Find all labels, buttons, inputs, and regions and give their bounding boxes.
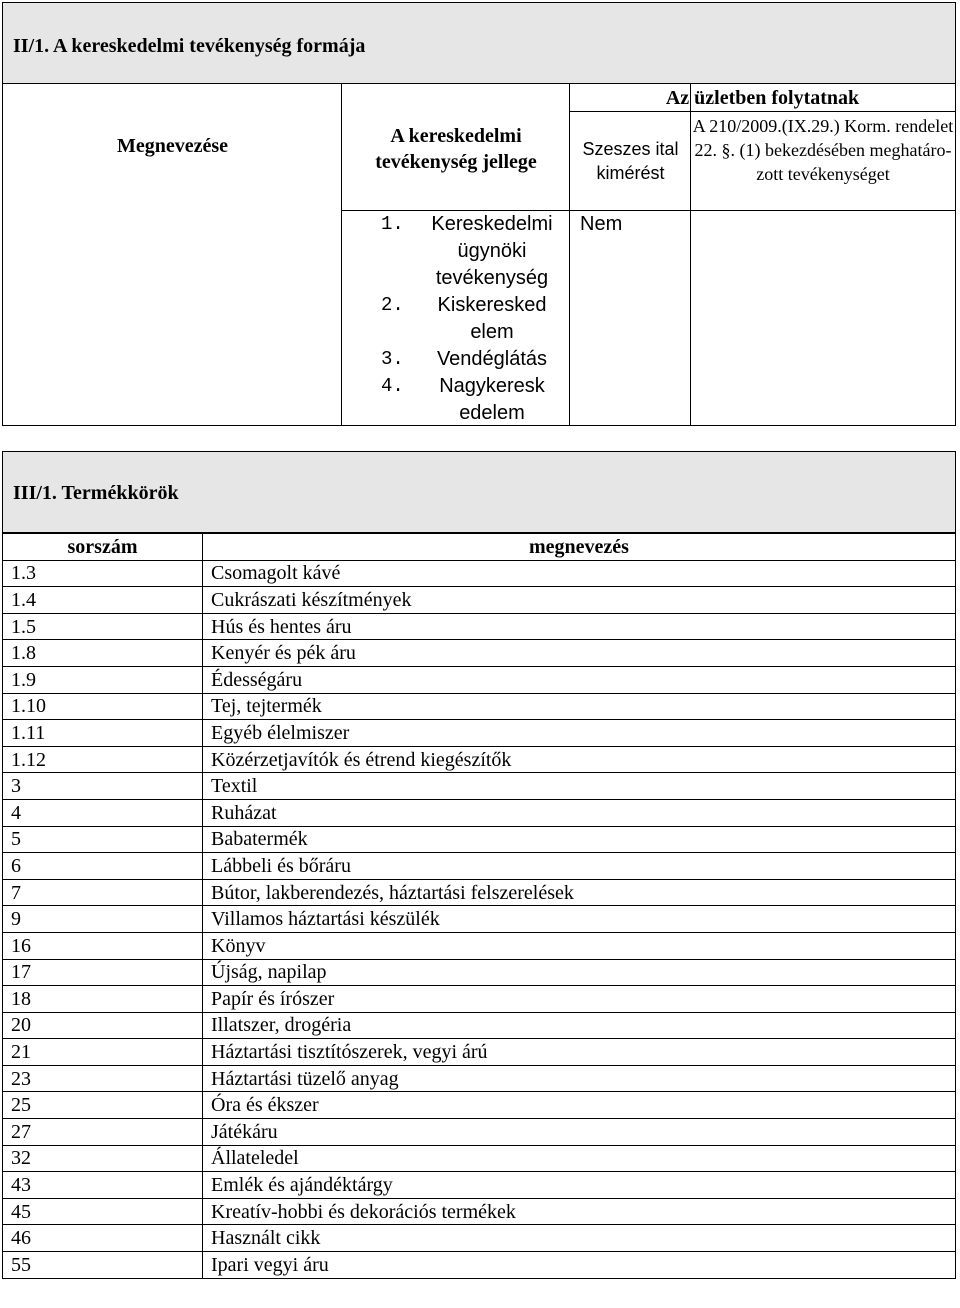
table-row — [3, 986, 956, 1013]
row-number: 7 — [3, 879, 203, 906]
row-number: 18 — [3, 986, 203, 1013]
row-number: 17 — [3, 959, 203, 986]
table-row — [3, 693, 956, 720]
row-number: 1.10 — [3, 693, 203, 720]
activity-form-table — [2, 83, 956, 426]
list-item: 2. Kiskeresked elem — [381, 294, 547, 343]
header-number: sorszám — [3, 534, 203, 561]
table-row — [3, 1225, 956, 1252]
table-header-row — [3, 534, 956, 561]
table-row — [3, 799, 956, 826]
table-row — [3, 666, 956, 693]
row-number: 1.3 — [3, 560, 203, 587]
table-row — [3, 932, 956, 959]
section2-title: III/1. Termékkörök — [13, 482, 179, 504]
row-number: 1.9 — [3, 666, 203, 693]
row-product-name: Kreatív-hobbi és dekorációs termékek — [203, 1198, 956, 1225]
table-row — [3, 720, 956, 747]
row-product-name: Bútor, lakberendezés, háztartási felszerelések — [203, 879, 956, 906]
row-number: 55 — [3, 1252, 203, 1279]
header-divider — [570, 111, 955, 112]
header-product-name: megnevezés — [203, 534, 956, 561]
row-product-name: Óra és ékszer — [203, 1092, 956, 1119]
row-product-name: Közérzetjavítók és étrend kiegészítők — [203, 746, 956, 773]
row-number: 3 — [3, 773, 203, 800]
row-product-name: Csomagolt kávé — [203, 560, 956, 587]
table-row — [3, 879, 956, 906]
list-item: 4. Nagykeresk edelem — [381, 375, 545, 424]
row-product-name: Villamos háztartási készülék — [203, 906, 956, 933]
row-product-name: Háztartási tüzelő anyag — [203, 1065, 956, 1092]
header-name: Megnevezése — [116, 135, 229, 157]
header-decree: A 210/2009.(IX.29.) Korm. rendelet 22. §. (1) bekezdésében meghatáro-zott tevékenységet — [692, 116, 954, 184]
table-row — [3, 1119, 956, 1146]
row-product-name: Emlék és ajándéktárgy — [203, 1172, 956, 1199]
row-product-name: Babatermék — [203, 826, 956, 853]
row-product-name: Állateledel — [203, 1145, 956, 1172]
table-row — [3, 1198, 956, 1225]
row-product-name: Újság, napilap — [203, 959, 956, 986]
header-alcohol: Szeszes ital kimérést — [582, 139, 679, 183]
row-number: 16 — [3, 932, 203, 959]
row-number: 6 — [3, 853, 203, 880]
row-product-name: Ruházat — [203, 799, 956, 826]
table-body — [3, 560, 956, 1278]
table-row — [3, 1172, 956, 1199]
row-number: 1.4 — [3, 587, 203, 614]
row-product-name: Hús és hentes áru — [203, 613, 956, 640]
section1-header — [2, 2, 956, 84]
row-product-name: Cukrászati készítmények — [203, 587, 956, 614]
table-row — [3, 906, 956, 933]
table-row — [3, 1039, 956, 1066]
row-number: 23 — [3, 1065, 203, 1092]
row-product-name: Tej, tejtermék — [203, 693, 956, 720]
table-row — [3, 746, 956, 773]
table-row — [3, 560, 956, 587]
list-item: 1. Kereskedelmi ügynöki tevékenység — [381, 213, 553, 289]
row-number: 4 — [3, 799, 203, 826]
row-number: 25 — [3, 1092, 203, 1119]
table-row — [3, 1145, 956, 1172]
row-number: 1.5 — [3, 613, 203, 640]
row-number: 27 — [3, 1119, 203, 1146]
row-product-name: Ipari vegyi áru — [203, 1252, 956, 1279]
header-store-activities: Az üzletben folytatnak — [665, 87, 860, 109]
row-product-name: Egyéb élelmiszer — [203, 720, 956, 747]
table-row — [3, 640, 956, 667]
row-number: 46 — [3, 1225, 203, 1252]
row-number: 32 — [3, 1145, 203, 1172]
table-row — [3, 613, 956, 640]
row-number: 1.11 — [3, 720, 203, 747]
table-row — [3, 853, 956, 880]
table-row — [3, 826, 956, 853]
table-row — [3, 1252, 956, 1279]
activity-type-list — [381, 211, 567, 427]
row-number: 1.8 — [3, 640, 203, 667]
row-product-name: Használt cikk — [203, 1225, 956, 1252]
table-row — [3, 587, 956, 614]
row-product-name: Illatszer, drogéria — [203, 1012, 956, 1039]
list-item: 3. Vendéglátás — [381, 348, 548, 370]
table-row — [3, 773, 956, 800]
row-number: 5 — [3, 826, 203, 853]
row-number: 21 — [3, 1039, 203, 1066]
table-row — [3, 1065, 956, 1092]
row-product-name: Játékáru — [203, 1119, 956, 1146]
row-product-name: Könyv — [203, 932, 956, 959]
product-categories-table — [2, 533, 956, 1279]
table-row — [3, 1012, 956, 1039]
row-number: 1.12 — [3, 746, 203, 773]
section1-title: II/1. A kereskedelmi tevékenység formája — [13, 35, 366, 57]
row-product-name: Lábbeli és bőráru — [203, 853, 956, 880]
row-product-name: Édességáru — [203, 666, 956, 693]
row-product-name: Papír és írószer — [203, 986, 956, 1013]
alcohol-value: Nem — [580, 213, 623, 235]
row-product-name: Háztartási tisztítószerek, vegyi árú — [203, 1039, 956, 1066]
row-product-name: Kenyér és pék áru — [203, 640, 956, 667]
row-number: 43 — [3, 1172, 203, 1199]
table-row — [3, 1092, 956, 1119]
row-number: 45 — [3, 1198, 203, 1225]
col-divider — [570, 83, 691, 425]
table-row — [3, 959, 956, 986]
row-number: 20 — [3, 1012, 203, 1039]
row-product-name: Textil — [203, 773, 956, 800]
row-number: 9 — [3, 906, 203, 933]
section2-header — [2, 451, 956, 533]
header-nature: A kereskedelmi tevékenység jellege — [375, 125, 537, 173]
